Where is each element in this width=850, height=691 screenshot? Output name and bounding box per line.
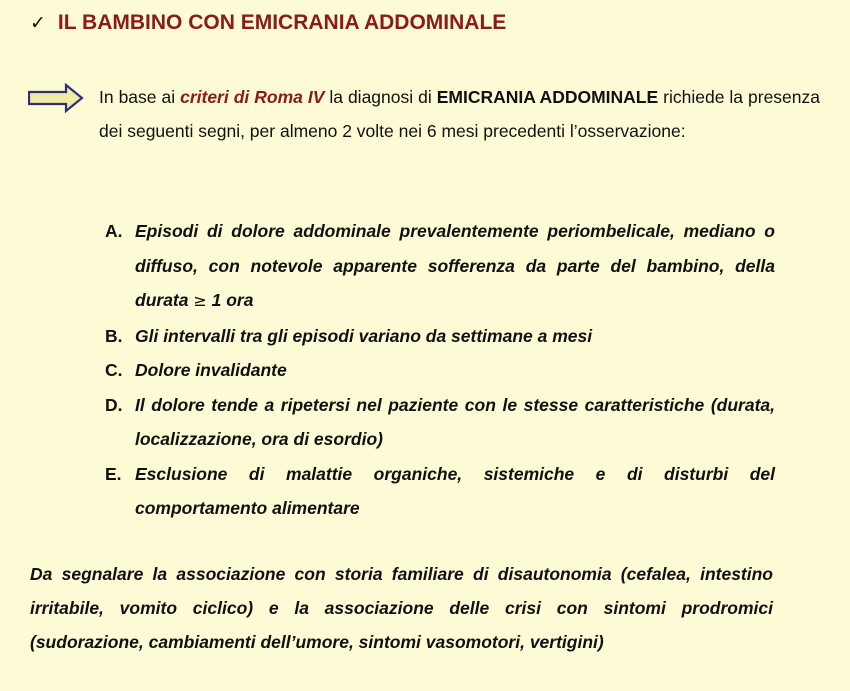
criteria-text-a-part1: Episodi di dolore addominale prevalentemente periombelicale, mediano o diffuso, con notevole apparente sofferenza da parte del bambino, della durata xyxy=(135,221,775,310)
criteria-list xyxy=(105,214,775,526)
intro-text-1: In base ai xyxy=(99,87,181,107)
intro-text-2: la diagnosi di xyxy=(324,87,437,107)
title-row xyxy=(30,9,506,37)
page-title: IL BAMBINO CON EMICRANIA ADDOMINALE xyxy=(57,11,507,34)
greater-equal-symbol: ≥ xyxy=(193,291,207,310)
criteria-letter: A. xyxy=(105,221,123,241)
criteria-item-e xyxy=(105,457,775,526)
criteria-text: Esclusione di malattie organiche, sistemiche e di disturbi del comportamento alimentare xyxy=(135,463,775,518)
checkmark-icon: ✓ xyxy=(30,12,46,34)
criteria-item-a xyxy=(105,214,775,319)
criteria-letter: B. xyxy=(105,325,123,346)
intro-paragraph xyxy=(99,80,820,148)
criteria-item-b xyxy=(105,319,775,354)
diagnosis-name: EMICRANIA ADDOMINALE xyxy=(436,87,659,107)
criteria-text: Dolore invalidante xyxy=(135,360,287,380)
criteria-item-d xyxy=(105,388,775,457)
criteria-letter: E. xyxy=(105,463,122,484)
note-paragraph: Da segnalare la associazione con storia familiare di disautonomia (cefalea, intestino irritabile, vomito ciclico) e la associazione delle crisi con sintomi prodromici (sudorazione, cambiamenti dell’umore, sintomi vasomotori, vertigini) xyxy=(30,564,773,652)
criteria-text: Gli intervalli tra gli episodi variano da settimane a mesi xyxy=(135,325,593,346)
intro-text-3: richiede la presenza dei seguenti segni, per almeno 2 volte nei 6 mesi precedenti l’osservazione: xyxy=(99,87,820,141)
criteria-letter: C. xyxy=(105,360,123,380)
criteria-text-a-part2: 1 ora xyxy=(206,290,254,310)
criteria-text xyxy=(135,214,775,319)
criteria-item-c xyxy=(105,353,775,388)
right-arrow-icon xyxy=(28,83,84,113)
criteria-letter: D. xyxy=(105,394,123,415)
criteria-text: Il dolore tende a ripetersi nel paziente con le stesse caratteristiche (durata, localizzazione, ora di esordio) xyxy=(135,394,775,449)
criteria-name: criteri di Roma IV xyxy=(180,87,325,107)
